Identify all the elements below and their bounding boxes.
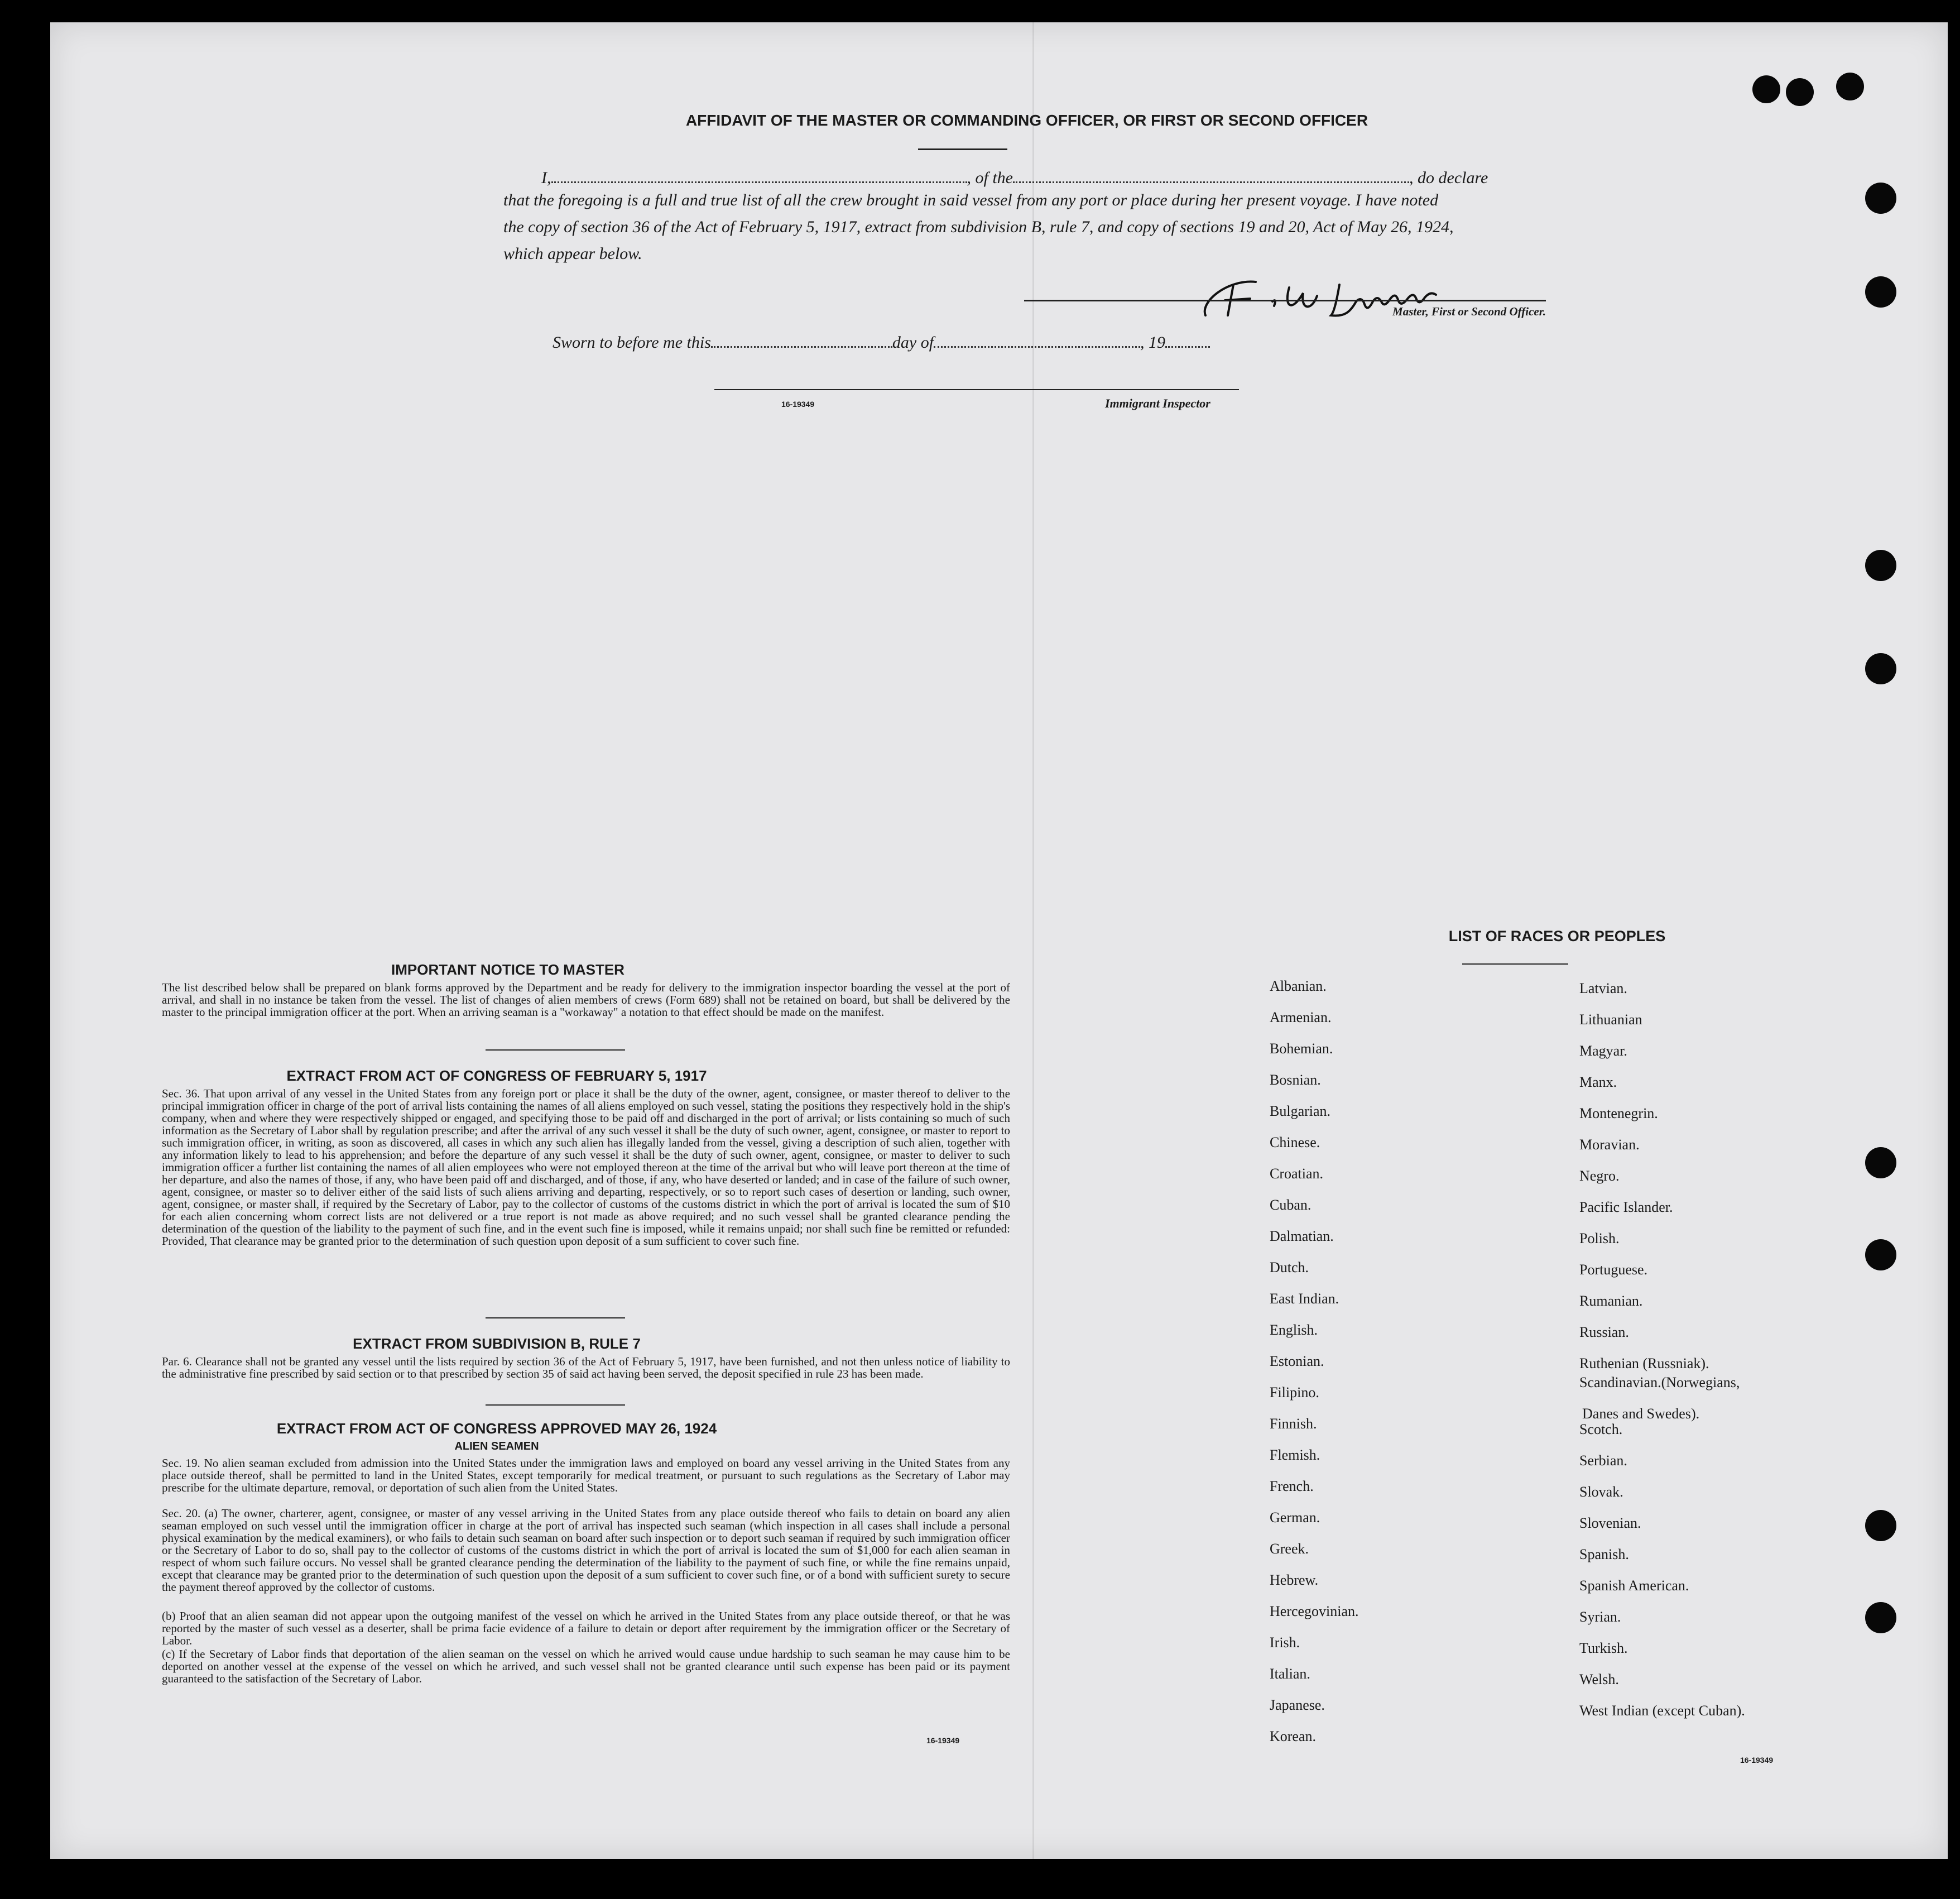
- race-item: Welsh.: [1579, 1671, 1619, 1687]
- sec20b-text: (b) Proof that an alien seaman did not appear upon the outgoing manifest of the vessel on which he arrived in the United States from any place outside thereof, or that he was reported by the master of such vessel as a deserter, shall be prima facie evidence of a failure to detain or deport after requirement by the immigration officer or the Secretary of Labor.: [162, 1609, 1010, 1647]
- signature-caption: Master, First or Second Officer.: [1392, 305, 1546, 318]
- affidavit-body-line: the copy of section 36 of the Act of February 5, 1917, extract from subdivision B, rule 7, and copy of sections 19 and 20, Act of May 26, 1924,: [503, 218, 1454, 236]
- race-item: Bulgarian.: [1270, 1103, 1331, 1119]
- race-item: Pacific Islander.: [1579, 1199, 1673, 1215]
- race-item: Chinese.: [1270, 1134, 1320, 1150]
- affidavit-body-line: that the foregoing is a full and true list of all the crew brought in said vessel from any port or place during her present voyage. I have noted: [503, 191, 1439, 209]
- race-item: Hebrew.: [1270, 1572, 1319, 1588]
- binder-hole: [1752, 75, 1780, 103]
- sworn-prefix: Sworn to before me this: [553, 333, 711, 352]
- document-page: [50, 22, 1948, 1859]
- race-item: West Indian (except Cuban).: [1579, 1703, 1745, 1719]
- binder-hole: [1865, 550, 1896, 581]
- binder-hole: [1865, 1239, 1896, 1270]
- race-item: Turkish.: [1579, 1640, 1628, 1656]
- race-item: Spanish American.: [1579, 1577, 1689, 1594]
- sworn-month-field[interactable]: [934, 329, 1140, 348]
- race-item: Italian.: [1270, 1666, 1310, 1682]
- sworn-line: [553, 329, 1334, 352]
- inspector-caption: Immigrant Inspector: [1105, 396, 1210, 410]
- race-item: Polish.: [1579, 1230, 1620, 1246]
- notice-title: IMPORTANT NOTICE TO MASTER: [391, 961, 624, 978]
- affidavit-title: AFFIDAVIT OF THE MASTER OR COMMANDING OFFICER, OR FIRST OR SECOND OFFICER: [685, 112, 1368, 129]
- race-item: Moravian.: [1579, 1136, 1640, 1153]
- center-fold: [1032, 22, 1034, 1859]
- section-divider: [486, 1317, 625, 1318]
- race-item: Latvian.: [1579, 980, 1627, 996]
- race-item: Finnish.: [1270, 1416, 1317, 1432]
- race-item: Rumanian.: [1579, 1293, 1643, 1309]
- race-item: Serbian.: [1579, 1452, 1627, 1469]
- race-item: Bosnian.: [1270, 1072, 1321, 1088]
- binder-hole: [1865, 1510, 1896, 1541]
- race-item: French.: [1270, 1478, 1314, 1494]
- race-item: Dalmatian.: [1270, 1228, 1334, 1244]
- race-item: Dutch.: [1270, 1259, 1309, 1275]
- declarant-prefix: I,: [541, 169, 551, 187]
- race-item: Slovenian.: [1579, 1515, 1641, 1531]
- binder-hole: [1865, 276, 1896, 308]
- race-item: Scandinavian.(Norwegians,: [1579, 1374, 1740, 1390]
- form-number: 16-19349: [1740, 1756, 1774, 1764]
- form-number: 16-19349: [781, 400, 815, 409]
- binder-hole: [1865, 1147, 1896, 1178]
- extract-1917-title: EXTRACT FROM ACT OF CONGRESS OF FEBRUARY 5, 1917: [286, 1067, 707, 1084]
- race-item-continuation: Danes and Swedes).: [1582, 1406, 1700, 1422]
- signature-line: [1024, 300, 1546, 301]
- race-item: Albanian.: [1270, 978, 1327, 994]
- race-item: Greek.: [1270, 1541, 1309, 1557]
- race-item: Slovak.: [1579, 1484, 1623, 1500]
- race-item: Magyar.: [1579, 1043, 1627, 1059]
- extract-1924-subtitle: ALIEN SEAMEN: [454, 1440, 539, 1452]
- race-item: Cuban.: [1270, 1197, 1312, 1213]
- sec19-text: Sec. 19. No alien seaman excluded from admission into the United States under the immigration laws and employed on board any vessel arriving in the United States from any place outside thereof, shall be permitted to land in the United States, except temporarily for medical treatment, or pursuant to such regulations as the Secretary of Labor may prescribe for the ultimate departure, removal, or deportation of such alien from the United States.: [162, 1456, 1010, 1494]
- race-item: Flemish.: [1270, 1447, 1320, 1463]
- race-item: Korean.: [1270, 1728, 1317, 1744]
- races-title: LIST OF RACES OR PEOPLES: [1448, 928, 1666, 944]
- extract-rule7-text: Par. 6. Clearance shall not be granted any vessel until the lists required by section 36 of the Act of February 5, 1917, have been furnished, and not then unless notice of liability to the administrative fine prescribed by said section or to that prescribed by section 35 of said act having been served, the deposit specified in rule 23 has been made.: [162, 1355, 1010, 1380]
- race-item: Syrian.: [1579, 1609, 1621, 1625]
- title-divider: [918, 148, 1007, 150]
- declarant-name-field[interactable]: [551, 165, 967, 183]
- binder-hole: [1786, 78, 1814, 106]
- extract-rule7-title: EXTRACT FROM SUBDIVISION B, RULE 7: [353, 1335, 641, 1352]
- sworn-day-of-label: day of: [892, 333, 934, 352]
- section-divider: [486, 1049, 625, 1051]
- affidavit-body-line: which appear below.: [503, 244, 642, 263]
- race-item: Manx.: [1579, 1074, 1617, 1090]
- races-title-divider: [1462, 963, 1568, 965]
- section-divider: [486, 1404, 625, 1406]
- do-declare-label: , do declare: [1409, 169, 1488, 187]
- race-item: Russian.: [1579, 1324, 1629, 1340]
- binder-hole: [1836, 73, 1864, 100]
- affidavit-declaration-line: [541, 165, 1602, 188]
- inspector-signature-line: [714, 389, 1239, 390]
- race-item: Scotch.: [1579, 1421, 1623, 1437]
- race-item: Spanish.: [1579, 1546, 1629, 1562]
- race-item: English.: [1270, 1322, 1318, 1338]
- race-item: Portuguese.: [1579, 1262, 1648, 1278]
- race-item: Montenegrin.: [1579, 1105, 1658, 1121]
- race-item: East Indian.: [1270, 1291, 1339, 1307]
- extract-1917-text: Sec. 36. That upon arrival of any vessel in the United States from any foreign port or place it shall be the duty of the owner, agent, consignee, or master thereof to deliver to the principal immigration officer in charge of the port of arrival lists containing the names of all aliens employed on such vessel, stating the positions they respectively hold in the ship's company, when and where they were respectively shipped or engaged, and specifying those to be paid off and discharged in the port of arrival; or lists containing so much of such information as the Secretary of Labor shall by regulation prescribe; and after the arrival of any such vessel it shall be the duty of such owner, agent, consignee, or master to report to such immigration officer, in writing, as soon as discovered, all cases in which any such alien has illegally landed from the vessel, giving a description of such alien, together with any information likely to lead to his apprehension; and before the departure of any such vessel it shall be the duty of such owner, agent, consignee, or master to deliver to such immigration officer a further list containing the names of all alien employees who were not employed thereon at the time of the arrival but who will leave port thereon at the time of her departure, and also the names of those, if any, who have been paid off and discharged, and of those, if any, who have deserted or landed; and in case of the failure of such owner, agent, consignee, or master so to deliver either of the said lists of such aliens arriving and departing, respectively, or so to report such cases of desertion or landing, such owner, agent, consignee, or master shall, if required by the Secretary of Labor, pay to the collector of customs of the customs district in which the port of arrival is located the sum of $10 for each alien concerning whom correct lists are not delivered or a true report is not made as above required; and no such vessel shall be granted clearance pending the determination of the question of the liability to the payment of such fine, and in the event such fine is imposed, while it remains unpaid; nor shall such fine be remitted or refunded: Provided, That clearance may be granted prior to the determination of such question upon deposit of a sum sufficient to cover such fine.: [162, 1087, 1010, 1248]
- extract-1924-title: EXTRACT FROM ACT OF CONGRESS APPROVED MAY 26, 1924: [276, 1420, 717, 1437]
- race-item: Hercegovinian.: [1270, 1603, 1359, 1619]
- race-item: Ruthenian (Russniak).: [1579, 1355, 1709, 1372]
- race-item: German.: [1270, 1509, 1320, 1526]
- sec20c-text: (c) If the Secretary of Labor finds that deportation of the alien seaman on the vessel on which he arrived would cause undue hardship to such seaman he may cause him to be deported on another vessel at the expense of the vessel on which he arrived, and such vessel shall not be granted clearance until such expense has been paid or its payment guaranteed to the satisfaction of the Secretary of Labor.: [162, 1647, 1010, 1685]
- sec20a-text: Sec. 20. (a) The owner, charterer, agent, consignee, or master of any vessel arriving in the United States from any place outside thereof who fails to detain on board any alien seaman employed on such vessel until the immigration officer in charge at the port of arrival has inspected such seaman (which inspection in all cases shall include a personal physical examination by the medical examiners), or who fails to detain such seaman on board after such inspection or to deport such seaman if required by such immigration officer or the Secretary of Labor to do so, shall pay to the collector of customs of the customs district in which the port of arrival is located the sum of $1,000 for each alien seaman in respect of whom such failure occurs. No vessel shall be granted clearance pending the determination of the liability to the payment of such fine, or while the fine remains unpaid, except that clearance may be granted prior to the determination of such question upon the deposit of a sum sufficient to cover such fine, or of a bond with sufficient surety to secure the payment thereof approved by the collector of customs.: [162, 1507, 1010, 1594]
- binder-hole: [1865, 653, 1896, 684]
- binder-hole: [1865, 1602, 1896, 1633]
- sworn-day-field[interactable]: [711, 329, 892, 348]
- race-item: Negro.: [1579, 1168, 1620, 1184]
- race-item: Estonian.: [1270, 1353, 1324, 1369]
- sworn-year-label: , 19: [1140, 333, 1166, 352]
- vessel-name-field[interactable]: [1013, 165, 1409, 183]
- race-item: Bohemian.: [1270, 1040, 1333, 1057]
- race-item: Filipino.: [1270, 1384, 1319, 1401]
- race-item: Japanese.: [1270, 1697, 1325, 1713]
- race-item: Irish.: [1270, 1634, 1300, 1651]
- form-number: 16-19349: [926, 1736, 960, 1745]
- race-item: Lithuanian: [1579, 1011, 1642, 1028]
- race-item: Armenian.: [1270, 1009, 1332, 1025]
- notice-text: The list described below shall be prepared on blank forms approved by the Department and be ready for delivery to the immigration inspector boarding the vessel at the port of arrival, and shall in no instance be taken from the vessel. The list of changes of alien members of crews (Form 689) shall not be retained on board, but shall be delivered by the master to the principal immigration officer at the port. When an arriving seaman is a "workaway" a notation to that effect should be made on the manifest.: [162, 981, 1010, 1019]
- of-the-label: , of the: [967, 169, 1013, 187]
- race-item: Croatian.: [1270, 1166, 1324, 1182]
- sworn-year-field[interactable]: [1165, 329, 1210, 348]
- binder-hole: [1865, 183, 1896, 214]
